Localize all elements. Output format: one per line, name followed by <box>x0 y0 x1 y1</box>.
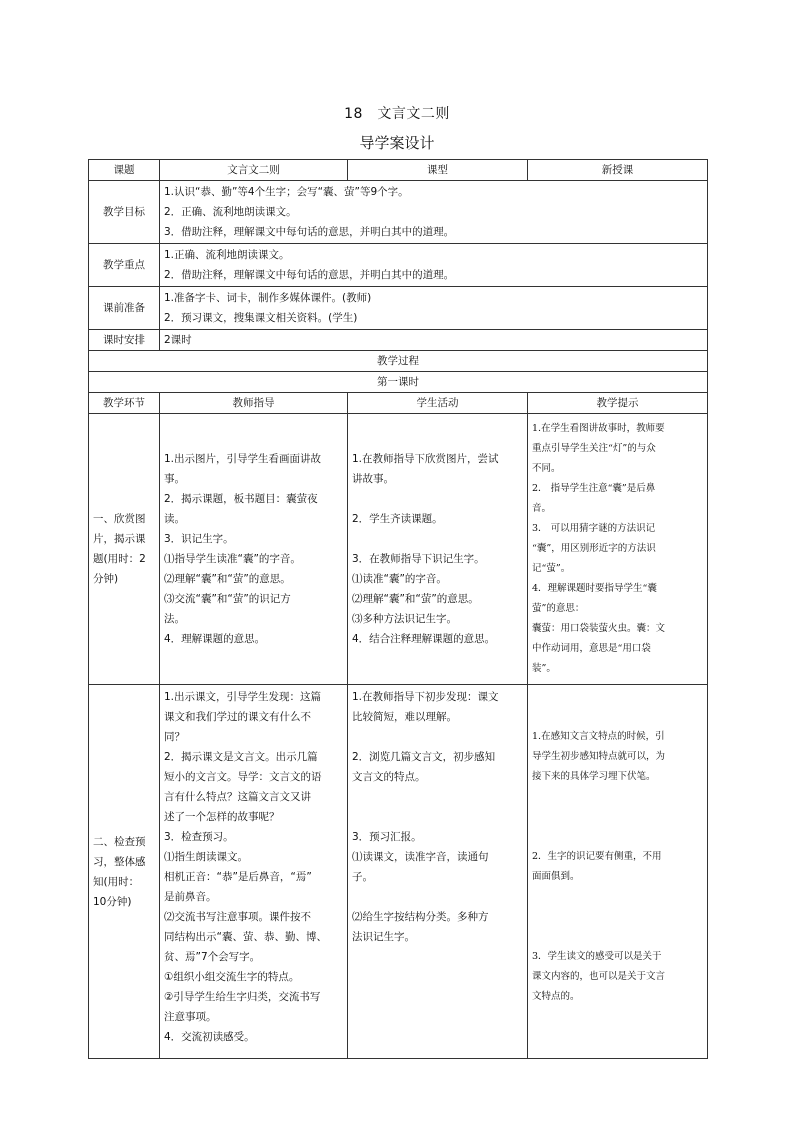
teacher-line: 同结构出示“囊、萤、恭、勤、博、 <box>164 931 327 943</box>
hint-line: 导学生初步感知特点就可以，为 <box>532 751 666 762</box>
teacher-line: 4．理解课题的意思。 <box>164 633 266 645</box>
student-line: 3．预习汇报。 <box>352 831 422 843</box>
stage-name-line: 10分钟) <box>93 895 132 908</box>
teacher-line: 事。 <box>164 473 185 485</box>
teacher-line: ⑵交流书写注意事项。课件按不 <box>164 911 311 923</box>
teacher-line: 4．交流初读感受。 <box>164 1031 255 1043</box>
student-line: 文言文的特点。 <box>352 771 426 783</box>
teacher-line: 1.出示图片，引导学生看画面讲故 <box>164 453 322 465</box>
stage-name-line: 二、检查预 <box>93 835 146 848</box>
key-line: 2．借助注释，理解课文中每句话的意思，并明白其中的道理。 <box>164 269 455 281</box>
hint-line: 课文内容的，也可以是关于文言 <box>532 971 666 982</box>
teacher-line: 贫、焉”7个会写字。 <box>164 951 261 963</box>
prep-label: 课前准备 <box>89 287 160 330</box>
teacher-line: 注意事项。 <box>164 1011 217 1023</box>
stage2-teacher <box>160 685 348 1059</box>
goal-line: 1.认识“恭、勤”等4个生字；会写“囊、萤”等9个字。 <box>164 186 409 198</box>
teacher-line: 读。 <box>164 513 185 525</box>
blank-line <box>352 489 523 509</box>
teacher-line: 言有什么特点？这篇文言文又讲 <box>164 791 311 803</box>
prep-line: 1.准备字卡、词卡，制作多媒体课件。(教师) <box>164 292 372 304</box>
hint-line: 萤”的意思： <box>532 603 585 614</box>
student-line: 1.在教师指导下初步发现：课文 <box>352 691 499 703</box>
key-line: 1.正确、流利地朗读课文。 <box>164 249 290 261</box>
teacher-line: 3．检查预习。 <box>164 831 234 843</box>
teacher-line: 法。 <box>164 613 185 625</box>
blank-line <box>532 887 703 907</box>
stage-name-line: 习，整体感 <box>93 855 146 868</box>
teacher-line: ⑴指生朗读课文。 <box>164 851 248 863</box>
stage1-hints <box>528 414 708 685</box>
stage1-name <box>89 414 160 685</box>
table-row <box>89 160 708 181</box>
stage-name-line: 分钟) <box>93 573 119 585</box>
teacher-line: 相机正音：“恭”是后鼻音，“焉” <box>164 871 312 883</box>
hint-line: 2．生字的识记要有侧重，不用 <box>532 851 662 862</box>
page-subtitle: 导学案设计 <box>359 134 435 152</box>
student-line: ⑴读准“囊”的字音。 <box>352 573 447 585</box>
goal-line: 2．正确、流利地朗读课文。 <box>164 206 297 218</box>
hint-line: 4．理解课题时要指导学生“囊 <box>532 583 657 594</box>
prep-line: 2．预习课文，搜集课文相关资料。(学生) <box>164 312 358 324</box>
hint-line: 1.在学生看图讲故事时，教师要 <box>532 423 665 434</box>
student-line: 子。 <box>352 871 373 883</box>
blank-line <box>352 887 523 907</box>
teacher-line: ⑵理解“囊”和“萤”的意思。 <box>164 573 291 585</box>
teacher-line: 同？ <box>164 731 185 743</box>
teacher-line: 述了一个怎样的故事呢？ <box>164 811 280 823</box>
stage2-name <box>89 685 160 1059</box>
stage1-student <box>348 414 528 685</box>
lesson-title: 第一课时 <box>89 372 708 393</box>
teacher-line: ⑴指导学生读准“囊”的字音。 <box>164 553 301 565</box>
student-line: ⑴读课文，读准字音，读通句 <box>352 851 489 863</box>
table-row <box>89 685 708 1059</box>
table-row <box>89 414 708 685</box>
stage2-hints <box>528 685 708 1059</box>
student-line: ⑵理解“囊”和“萤”的意思。 <box>352 593 479 605</box>
stage-name-line: 题(用时：2 <box>93 553 146 565</box>
hint-line: 1.在感知文言文特点的时候，引 <box>532 731 665 742</box>
hint-line: 不同。 <box>532 463 561 474</box>
blank-line <box>352 787 523 807</box>
teacher-line: ⑶交流“囊”和“萤”的识记方 <box>164 593 291 605</box>
blank-line <box>532 787 703 807</box>
blank-line <box>532 707 703 727</box>
teacher-line: 3．识记生字。 <box>164 533 234 545</box>
stage-name-line: 一、欣赏图 <box>93 513 146 525</box>
teacher-line: 1.出示课文，引导学生发现：这篇 <box>164 691 322 703</box>
student-line: 讲故事。 <box>352 473 394 485</box>
table-row <box>89 287 708 330</box>
header-student: 学生活动 <box>348 393 528 414</box>
hint-line: 重点引导学生关注“灯”的与众 <box>532 443 656 454</box>
table-row <box>89 330 708 351</box>
hint-line: 音。 <box>532 503 552 514</box>
key-label: 教学重点 <box>89 244 160 287</box>
hint-line: 面面俱到。 <box>532 871 580 882</box>
prep-cell <box>160 287 708 330</box>
student-line: ⑵给生字按结构分类。多种方 <box>352 911 489 923</box>
blank-line <box>532 807 703 827</box>
hint-line: 囊萤：用口袋装萤火虫。囊：文 <box>532 623 666 634</box>
student-line: 3．在教师指导下识记生字。 <box>352 553 485 565</box>
page-title: 18 文言文二则 <box>344 106 450 122</box>
stage-name-line: 片，揭示课 <box>93 533 146 545</box>
teacher-line: 2．揭示课题，板书题目：囊萤夜 <box>164 493 318 505</box>
hint-line: 接下来的具体学习埋下伏笔。 <box>532 771 656 782</box>
table-row <box>89 393 708 414</box>
teacher-line: 2．揭示课文是文言文。出示几篇 <box>164 751 318 763</box>
hint-line: “囊”，用区别形近字的方法识 <box>532 543 656 554</box>
goals-label: 教学目标 <box>89 181 160 244</box>
type-label: 课型 <box>348 160 528 181</box>
student-line: ⑶多种方法识记生字。 <box>352 613 457 625</box>
hint-line: 3．学生读文的感受可以是关于 <box>532 951 662 962</box>
student-line: 4．结合注释理解课题的意思。 <box>352 633 496 645</box>
teacher-line: ①组织小组交流生字的特点。 <box>164 971 300 983</box>
header-hints: 教学提示 <box>528 393 708 414</box>
table-row <box>89 181 708 244</box>
student-line: 2．学生齐读课题。 <box>352 513 443 525</box>
table-row <box>89 351 708 372</box>
blank-line <box>532 827 703 847</box>
stage1-teacher <box>160 414 348 685</box>
teacher-line: ②引导学生给生字归类，交流书写 <box>164 991 321 1003</box>
hint-line: 3． 可以用猜字谜的方法识记 <box>532 523 656 534</box>
hint-line: 2． 指导学生注意“囊”是后鼻 <box>532 483 656 494</box>
process-title: 教学过程 <box>89 351 708 372</box>
stage-name-line: 知(用时： <box>93 875 140 888</box>
table-row <box>89 244 708 287</box>
blank-line <box>352 529 523 549</box>
hint-line: 文特点的。 <box>532 991 580 1002</box>
course-label: 课题 <box>89 160 160 181</box>
hint-line: 记“萤”。 <box>532 563 571 574</box>
key-cell <box>160 244 708 287</box>
table-row <box>89 372 708 393</box>
time-label: 课时安排 <box>89 330 160 351</box>
student-line: 法识记生字。 <box>352 931 415 943</box>
teacher-line: 短小的文言文。导学：文言文的语 <box>164 771 322 783</box>
course-value: 文言文二则 <box>160 160 348 181</box>
header-stage: 教学环节 <box>89 393 160 414</box>
teacher-line: 课文和我们学过的课文有什么不 <box>164 711 311 723</box>
type-value: 新授课 <box>528 160 708 181</box>
time-value: 2课时 <box>160 330 708 351</box>
hint-line: 中作动词用，意思是“用口袋 <box>532 643 651 654</box>
hint-line: 装”。 <box>532 663 556 674</box>
goals-cell <box>160 181 708 244</box>
blank-line <box>532 907 703 927</box>
student-line: 2．浏览几篇文言文，初步感知 <box>352 751 496 763</box>
header-teacher: 教师指导 <box>160 393 348 414</box>
blank-line <box>352 807 523 827</box>
blank-line <box>532 687 703 707</box>
lesson-plan-table <box>88 159 708 1059</box>
teacher-line: 是前鼻音。 <box>164 891 217 903</box>
student-line: 1.在教师指导下欣赏图片，尝试 <box>352 453 499 465</box>
blank-line <box>532 927 703 947</box>
stage2-student <box>348 685 528 1059</box>
student-line: 比较简短，难以理解。 <box>352 711 457 723</box>
goal-line: 3．借助注释，理解课文中每句话的意思，并明白其中的道理。 <box>164 226 455 238</box>
blank-line <box>352 727 523 747</box>
